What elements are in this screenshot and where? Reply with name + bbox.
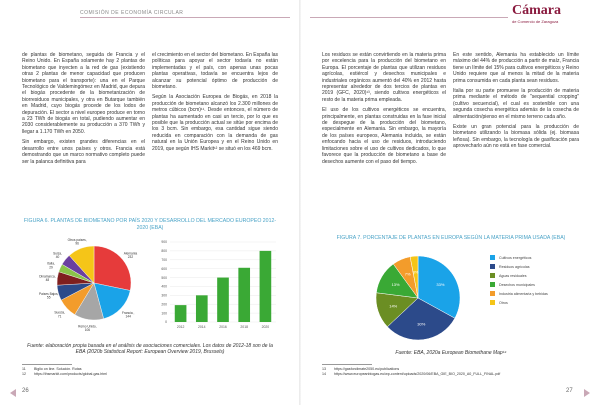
- pie-label: Países Bajos, 55: [38, 291, 59, 300]
- logo-word: Cámara: [512, 3, 561, 18]
- header-title: COMISIÓN DE ECONOMÍA CIRCULAR: [80, 10, 184, 16]
- logo-subtitle: de Comercio de Zaragoza: [512, 19, 559, 24]
- pie-percent-label: 7%: [404, 271, 411, 277]
- pie-percent-label: 13%: [391, 282, 400, 288]
- y-tick-label: 900: [161, 240, 167, 245]
- left-column-1: [22, 52, 145, 169]
- footnotes-left: [22, 367, 278, 377]
- footnote-number: 11: [22, 367, 26, 371]
- figure-7-pie-chart: [368, 250, 468, 346]
- header-rule-left: [80, 17, 290, 18]
- paragraph: el crecimiento en el sector del biometano. En España las políticas para apoyar el sector todavía no están implementadas y el país, con apenas unas pocas plantas operativas, todavía se encuentra lejos de alcanzar su potencial óptimo de producción de biometano.: [152, 52, 278, 91]
- footnote-text: Biglio on line. Solución. Rutas: [34, 367, 82, 371]
- legend-item: [490, 253, 580, 262]
- bar-2016: [217, 278, 229, 322]
- y-tick-label: 300: [161, 293, 167, 298]
- x-tick-label: 2014: [198, 325, 206, 329]
- pie-percent-label: 30%: [417, 321, 426, 327]
- figure-6-bar-chart: [150, 238, 280, 338]
- legend-item: [490, 262, 580, 271]
- legend-label: Aguas residuales: [499, 273, 527, 278]
- footnotes-right: [322, 367, 582, 377]
- pie-label: Francia , 144: [122, 310, 135, 319]
- y-tick-label: 500: [161, 275, 167, 280]
- footnote-text[interactable]: https://www.europeanbiogas.eu/wp-content/uploads/2020/06/EBA_GIE_BIO_2020_A0_FULL_FINAL.pdf: [334, 372, 501, 376]
- bar-2012: [175, 305, 187, 322]
- pie-label: Otros países, 96: [67, 238, 87, 246]
- legend-swatch: [490, 255, 495, 260]
- legend-label: Cultivos energéticos: [499, 255, 532, 260]
- legend-item: [490, 271, 580, 280]
- figure-7-source: Fuente: EBA, 2020a European Biomethane Map¹⁴: [395, 350, 507, 356]
- figure-7-caption: FIGURA 7. PORCENTAJE DE PLANTAS EN EUROPA SEGÚN LA MATERIA PRIMA USADA (EBA): [336, 235, 566, 241]
- pie-label: Alemania 232: [123, 251, 138, 260]
- page-gutter: [299, 0, 301, 405]
- footnote: [22, 372, 278, 377]
- footnote-text[interactable]: https://gasforclimate2050.eu/publications: [334, 367, 400, 371]
- y-tick-label: 200: [161, 302, 167, 307]
- legend-swatch: [490, 273, 495, 278]
- legend-label: Residuos agrícolas: [499, 264, 530, 269]
- footnote-text[interactable]: https://ihsmarkit.com/products/global-gas.html: [34, 372, 108, 376]
- paragraph: Los residuos se están convirtiendo en la materia prima por excelencia para la producción del biometano en Europa. El porcentaje de plantas que utilizan residuos agrícolas, estiércol y desechos municipales e industriales orgánicos aumentó del 40% en 2012 hasta representar alrededor de dos tercios de plantas en 2019 (GFC, 2020)¹³, siendo cultivos energéticos el resto de la materia prima empleada.: [322, 52, 446, 103]
- figure-6-source: Fuente: elaboración propia basada en el análisis de asociaciones comerciales. Los datos de 2012-18 son de la EBA (2020b Statistical Report: European Overview 2019, Brussels): [27, 343, 273, 356]
- pie-label: Italia, 29: [47, 261, 55, 270]
- bar-2020: [260, 251, 272, 322]
- x-tick-label: 2012: [176, 325, 185, 329]
- pie-label: Suecia, 71: [54, 310, 65, 319]
- figure-6-caption: FIGURA 6. PLANTAS DE BIOMETANO POR PAÍS 2020 Y DESARROLLO DEL MERCADO EUROPEO 2012-2020 (EBA): [23, 218, 277, 231]
- legend-label: Otros: [499, 300, 508, 305]
- paragraph: El uso de los cultivos energéticos se encuentra, principalmente, en plantas construidas en la fase inicial de despegue de la producción del biometano, especialmente en Alemania. Sin embargo, la mayoría de los países europeos, Alemania incluida, se están enfocando hacia el uso de residuos, introduciendo limitaciones sobre el uso de cultivos dedicados, lo que favorece que la producción de biometano a base de desechos aumente con el paso del tiempo.: [322, 107, 446, 165]
- legend-item: [490, 280, 580, 289]
- legend-swatch: [490, 300, 495, 305]
- page-number-left: 26: [22, 388, 29, 394]
- footnote-rule-right: [322, 364, 372, 365]
- bar-2014: [196, 295, 208, 322]
- x-tick-label: 2016: [219, 325, 227, 329]
- paragraph: Según la Asociación Europea de Biogás, en 2018 la producción de biometano alcanzó los 2.300 millones de metros cúbicos (bcm)¹¹. Desde entonces, el número de plantas ha aumentado en casi un tercio, por lo que es posible que la producción actual se sitúe por encima de los 3 bcm. Sin embargo, esa cantidad sigue siendo reducida en comparación con la demanda de gas natural en la Unión Europea y en el Reino Unido en 2019, que según IHS Markit¹² se situó en los 469 bcm.: [152, 94, 278, 152]
- footnote-rule-left: [22, 364, 72, 365]
- footnote-number: 14: [322, 372, 326, 376]
- y-tick-label: 600: [161, 266, 167, 271]
- pie-percent-label: 3%: [412, 269, 419, 275]
- pie-label: Reino Unido, 106: [78, 324, 97, 333]
- paragraph: Sin embargo, existen grandes diferencias en el desarrollo entre unos países y otros. Francia está demostrando que un marco normativo completo puede ser la palanca definitiva para: [22, 139, 145, 165]
- legend-label: Desechos municipales: [499, 282, 535, 287]
- y-tick-label: 800: [161, 249, 167, 254]
- paragraph: Existe un gran potencial para la producción de biometano utilizando la biomasa sólida (ej. biomasa leñosa). Sin embargo, la tecnología de gasificación para aprovecharlo aún no está en fase comercial.: [453, 124, 579, 150]
- bar-2018: [238, 268, 250, 322]
- y-tick-label: 400: [161, 284, 167, 289]
- paragraph: Italia por su parte promueve la producción de materia prima mediante el método de "sequential cropping" (cultivo secuencial), el cual es sostenible con una segunda cosecha energética además de la cosecha de alimentación/pienso en el mismo terreno cada año.: [453, 88, 579, 120]
- left-column-2: [152, 52, 278, 156]
- y-tick-label: 700: [161, 257, 167, 262]
- previous-page-arrow-icon[interactable]: [10, 389, 16, 397]
- next-page-arrow-icon[interactable]: [584, 389, 590, 397]
- pie-percent-label: 14%: [389, 303, 398, 309]
- right-column-1: [322, 52, 446, 169]
- legend-item: [490, 298, 580, 307]
- legend-swatch: [490, 282, 495, 287]
- pie-label: Suiza, 40: [53, 251, 62, 260]
- paragraph: En este sentido, Alemania ha establecido un límite máximo del 44% de producción a partir de maíz, Francia tiene un límite del 15% para cultivos energéticos y Reino Unido requiere que al menos la mitad de la materia prima consumida en cada planta sean residuos.: [453, 52, 579, 84]
- figure-6-pie-chart: [22, 235, 150, 335]
- pie-label: Dinamarca, 48: [39, 274, 56, 283]
- y-tick-label: 0: [165, 320, 167, 325]
- legend-item: [490, 289, 580, 298]
- chamber-logo: [512, 4, 572, 26]
- legend-label: Industria alimentaria y bebidas: [499, 291, 548, 296]
- figure-7-legend: [490, 253, 580, 307]
- x-tick-label: 2018: [240, 325, 248, 329]
- paragraph: de plantas de biometano, seguida de Francia y el Reino Unido. En España solamente hay 2 plantas de biometano que inyecten a la red de gas (existiendo otras 2 plantas de menor capacidad que producen biometano para el transporte): una en el Parque Tecnológico de Valdemingómez en Madrid, que depura el biogás procedente de la biometanización de biorresiduos municipales, y otra en Butarque también en Madrid, cuyo biogás procede de los lodos de depuración. El sector a nivel europeo produce en torno a 23 TWh de biogás en total, pudiendo aumentar en 2030 considerablemente su producción a 370 TWh y llegar a 1.170 TWh en 2050.: [22, 52, 145, 135]
- x-tick-label: 2020: [261, 325, 270, 329]
- page-number-right: 27: [566, 388, 573, 394]
- legend-swatch: [490, 264, 495, 269]
- footnote-number: 12: [22, 372, 26, 376]
- header-rule-right: [310, 17, 508, 18]
- footnote-number: 13: [322, 367, 326, 371]
- legend-swatch: [490, 291, 495, 296]
- y-tick-label: 100: [161, 311, 167, 316]
- footnote: [322, 372, 582, 377]
- pie-percent-label: 33%: [436, 282, 445, 288]
- right-column-2: [453, 52, 579, 154]
